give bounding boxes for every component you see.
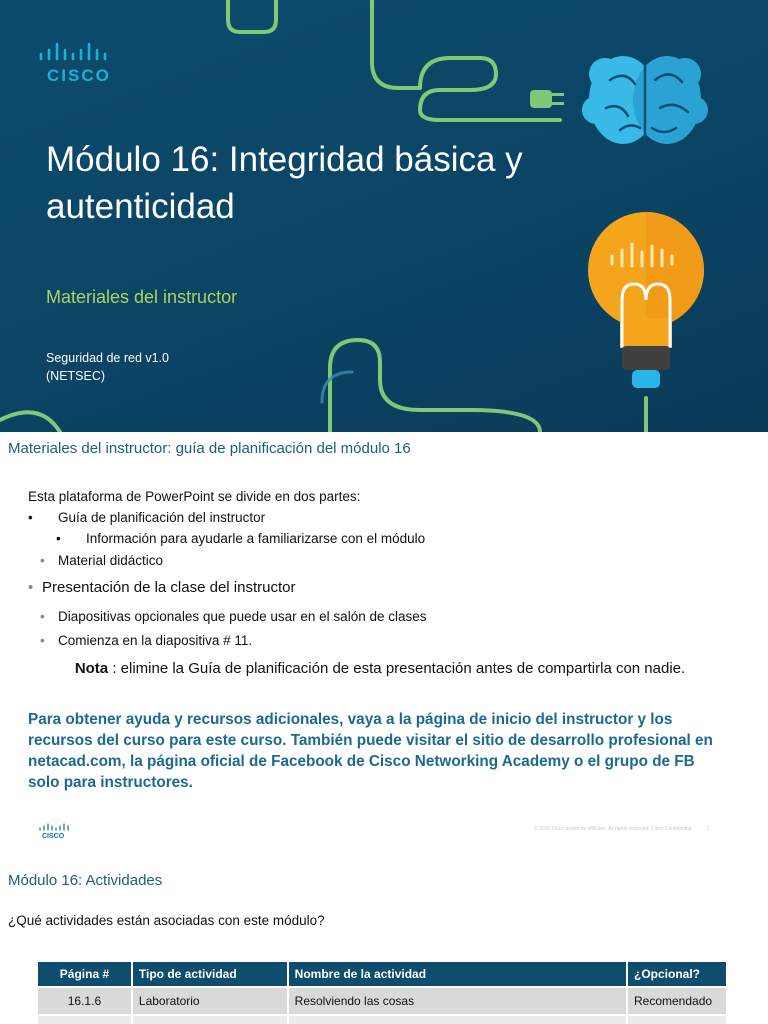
course-name: Seguridad de red v1.0 <box>46 351 170 365</box>
column-header: Tipo de actividad <box>132 962 288 987</box>
activities-slide <box>0 850 768 1024</box>
column-header: Página # <box>38 962 132 987</box>
cisco-logo-text: CISCO <box>42 833 65 840</box>
list-item: • Guía de planificación del instructor <box>28 510 266 525</box>
note-body: : elimine la Guía de planificación de esta presentación antes de compartirla con nadie. <box>112 660 686 677</box>
list-item: • Presentación de la clase del instructor <box>28 579 296 596</box>
cisco-logo-text: CISCO <box>47 66 111 85</box>
table-row <box>38 987 727 1015</box>
copyright-text: © 2020 Cisco and/or its affiliates. All rights reserved. Cisco Confidential 2 <box>534 826 710 832</box>
table-row <box>38 1015 727 1024</box>
question-text: ¿Qué actividades están asociadas con este módulo? <box>8 913 325 928</box>
table-header-row <box>38 962 727 987</box>
brain-graphic <box>582 56 708 144</box>
course-info <box>46 349 169 385</box>
bullet-icon: • <box>28 510 33 525</box>
table-cell <box>288 1015 627 1024</box>
note-text <box>40 658 720 679</box>
bullet-icon: • <box>28 579 34 596</box>
list-item: • Información para ayudarle a familiarizarse con el módulo <box>56 531 426 546</box>
table-cell: Resolviendo las cosas <box>288 987 627 1015</box>
list-item: • Comienza en la diapositiva # 11. <box>40 633 253 648</box>
intro-text: Esta plataforma de PowerPoint se divide en dos partes: <box>28 489 361 504</box>
table-cell <box>627 1015 727 1024</box>
title-slide <box>0 0 768 432</box>
table-cell: 16.1.6 <box>38 987 132 1015</box>
bullet-icon: • <box>40 553 45 568</box>
column-header: Nombre de la actividad <box>288 962 627 987</box>
cisco-logo-icon <box>38 822 72 840</box>
help-text: Para obtener ayuda y recursos adicionales, vaya a la página de inicio del instructor y los recursos del curso para este curso. También puede visitar el sitio de desarrollo profesional en netacad.com, la página oficial de Facebook de Cisco Networking Academy o el grupo de FB solo para instructores. <box>28 711 713 791</box>
course-code: (NETSEC) <box>46 369 106 383</box>
note-label: Nota <box>74 660 109 677</box>
slide-subtitle: Materiales del instructor <box>46 287 238 307</box>
page-title: Módulo 16: Integridad básica y autenticidad <box>46 140 523 226</box>
table-cell: Laboratorio <box>132 987 288 1015</box>
list-item: • Material didáctico <box>40 553 164 568</box>
bullet-icon: • <box>56 531 61 546</box>
bullet-icon: • <box>40 609 45 624</box>
list-item: • Diapositivas opcionales que puede usar en el salón de clases <box>40 609 427 624</box>
slide-heading: Módulo 16: Actividades <box>8 872 163 889</box>
table-cell: Recomendado <box>627 987 727 1015</box>
column-header: ¿Opcional? <box>627 962 727 987</box>
page-number: 2 <box>706 826 710 832</box>
planning-guide-slide <box>0 432 768 850</box>
bullet-icon: • <box>40 633 45 648</box>
activities-table <box>38 962 728 1024</box>
table-cell <box>132 1015 288 1024</box>
slide-heading: Materiales del instructor: guía de planificación del módulo 16 <box>8 440 411 457</box>
lightbulb-graphic <box>588 212 704 388</box>
table-cell <box>38 1015 132 1024</box>
plug-graphic <box>530 90 564 108</box>
